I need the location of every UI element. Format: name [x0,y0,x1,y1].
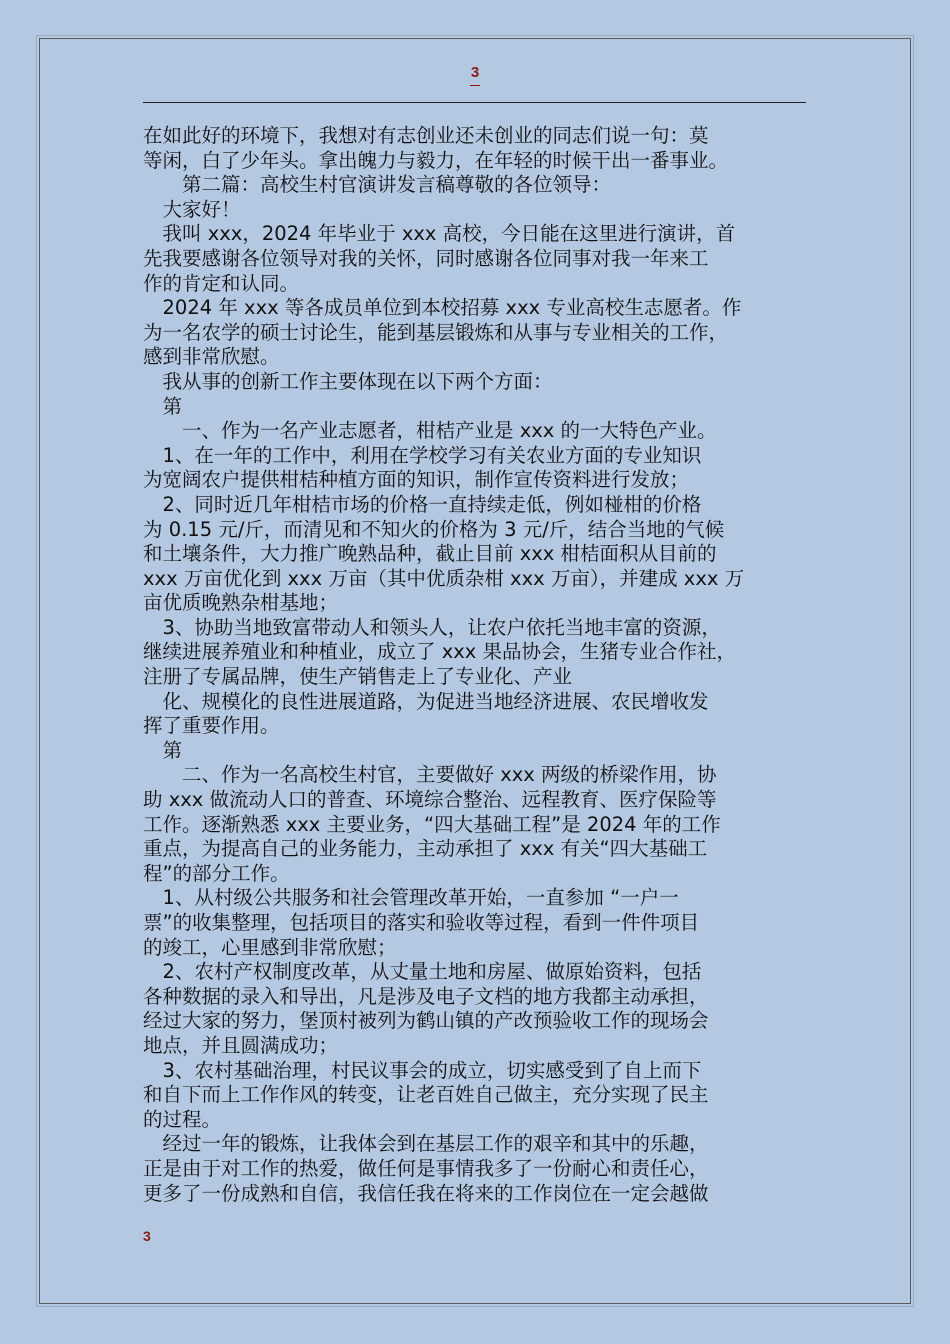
text-line: 各种数据的录入和导出，凡是涉及电子文档的地方我都主动承担， [143,984,709,1008]
text-line: 我叫 xxx，2024 年毕业于 xxx 高校，今日能在这里进行演讲，首 [143,222,736,246]
footer-page-number: 3 [143,1228,151,1244]
document-body [143,124,811,1206]
text-line: 和土壤条件，大力推广晚熟品种，截止目前 xxx 柑桔面积从目前的 [143,542,717,566]
text-line: 工作。逐渐熟悉 xxx 主要业务，“四大基础工程”是 2024 年的工作 [143,812,721,836]
header-page-number: 3 [470,64,480,81]
text-line: 作的肯定和认同。 [143,271,300,295]
text-line: 为 0.15 元/斤，而清见和不知火的价格为 3 元/斤，结合当地的气候 [143,517,725,541]
text-line: 3、农村基础治理，村民议事会的成立，切实感受到了自上而下 [143,1058,702,1082]
text-line: 票”的收集整理，包括项目的落实和验收等过程，看到一件件项目 [143,911,700,934]
text-line: 亩优质晚熟杂柑基地； [143,591,339,615]
text-line: 经过一年的锻炼，让我体会到在基层工作的艰辛和其中的乐趣， [143,1132,709,1156]
text-line: 在如此好的环境下，我想对有志创业还未创业的同志们说一句：莫 [143,124,709,147]
text-line: 经过大家的努力，堡顶村被列为鹤山镇的产改预验收工作的现场会 [143,1009,709,1033]
text-line: 注册了专属品牌，使生产销售走上了专业化、产业 [143,665,573,689]
text-line: 2024 年 xxx 等各成员单位到本校招募 xxx 专业高校生志愿者。作 [143,296,742,320]
text-line: 的竣工，心里感到非常欣慰； [143,935,397,959]
header-rule [143,102,806,103]
text-line: 一、作为一名产业志愿者，柑桔产业是 xxx 的一大特色产业。 [143,419,717,443]
text-line: 第 [143,394,183,418]
text-line: 3、协助当地致富带动人和领头人，让农户依托当地丰富的资源， [143,615,721,639]
text-line: 第二篇：高校生村官演讲发言稿尊敬的各位领导： [143,173,612,197]
text-line: 挥了重要作用。 [143,714,280,738]
text-line: 先我要感谢各位领导对我的关怀，同时感谢各位同事对我一年来工 [143,246,709,270]
text-line: 等闲，白了少年头。拿出魄力与毅力，在年轻的时候干出一番事业。 [143,148,729,172]
text-line: 和自下而上工作作风的转变，让老百姓自己做主，充分实现了民主 [143,1083,709,1107]
text-line: 感到非常欣慰。 [143,345,280,369]
text-line: 大家好！ [143,197,241,221]
text-line: 2、同时近几年柑桔市场的价格一直持续走低，例如椪柑的价格 [143,492,702,516]
text-line: 继续进展养殖业和种植业，成立了 xxx 果品协会，生猪专业合作社， [143,640,737,664]
text-line: 的过程。 [143,1107,222,1131]
text-line: 化、规模化的良性进展道路，为促进当地经济进展、农民增收发 [143,689,709,713]
text-line: 为宽阔农户提供柑桔种植方面的知识，制作宣传资料进行发放； [143,468,690,492]
header-page-number-underline [470,85,480,86]
text-line: 1、从村级公共服务和社会管理改革开始，一直参加 “一户一 [143,886,679,910]
text-line: 地点，并且圆满成功； [143,1033,339,1057]
text-line: 为一名农学的硕士讨论生，能到基层锻炼和从事与专业相关的工作， [143,320,729,344]
text-line: 重点，为提高自己的业务能力，主动承担了 xxx 有关“四大基础工 [143,837,708,861]
text-line: 第 [143,738,183,762]
text-line: 更多了一份成熟和自信，我信任我在将来的工作岗位在一定会越做 [143,1181,709,1205]
text-line: 2、农村产权制度改革，从丈量土地和房屋、做原始资料，包括 [143,960,702,984]
text-line: 正是由于对工作的热爱，做任何是事情我多了一份耐心和责任心， [143,1156,709,1180]
text-line: xxx 万亩优化到 xxx 万亩（其中优质杂柑 xxx 万亩），并建成 xxx 万 [143,566,745,590]
text-line: 助 xxx 做流动人口的普查、环境综合整治、远程教育、医疗保险等 [143,788,717,812]
text-line: 程”的部分工作。 [143,861,290,885]
text-line: 1、在一年的工作中，利用在学校学习有关农业方面的专业知识 [143,443,702,467]
text-line: 我从事的创新工作主要体现在以下两个方面： [143,369,553,393]
text-line: 二、作为一名高校生村官，主要做好 xxx 两级的桥梁作用，协 [143,763,717,787]
